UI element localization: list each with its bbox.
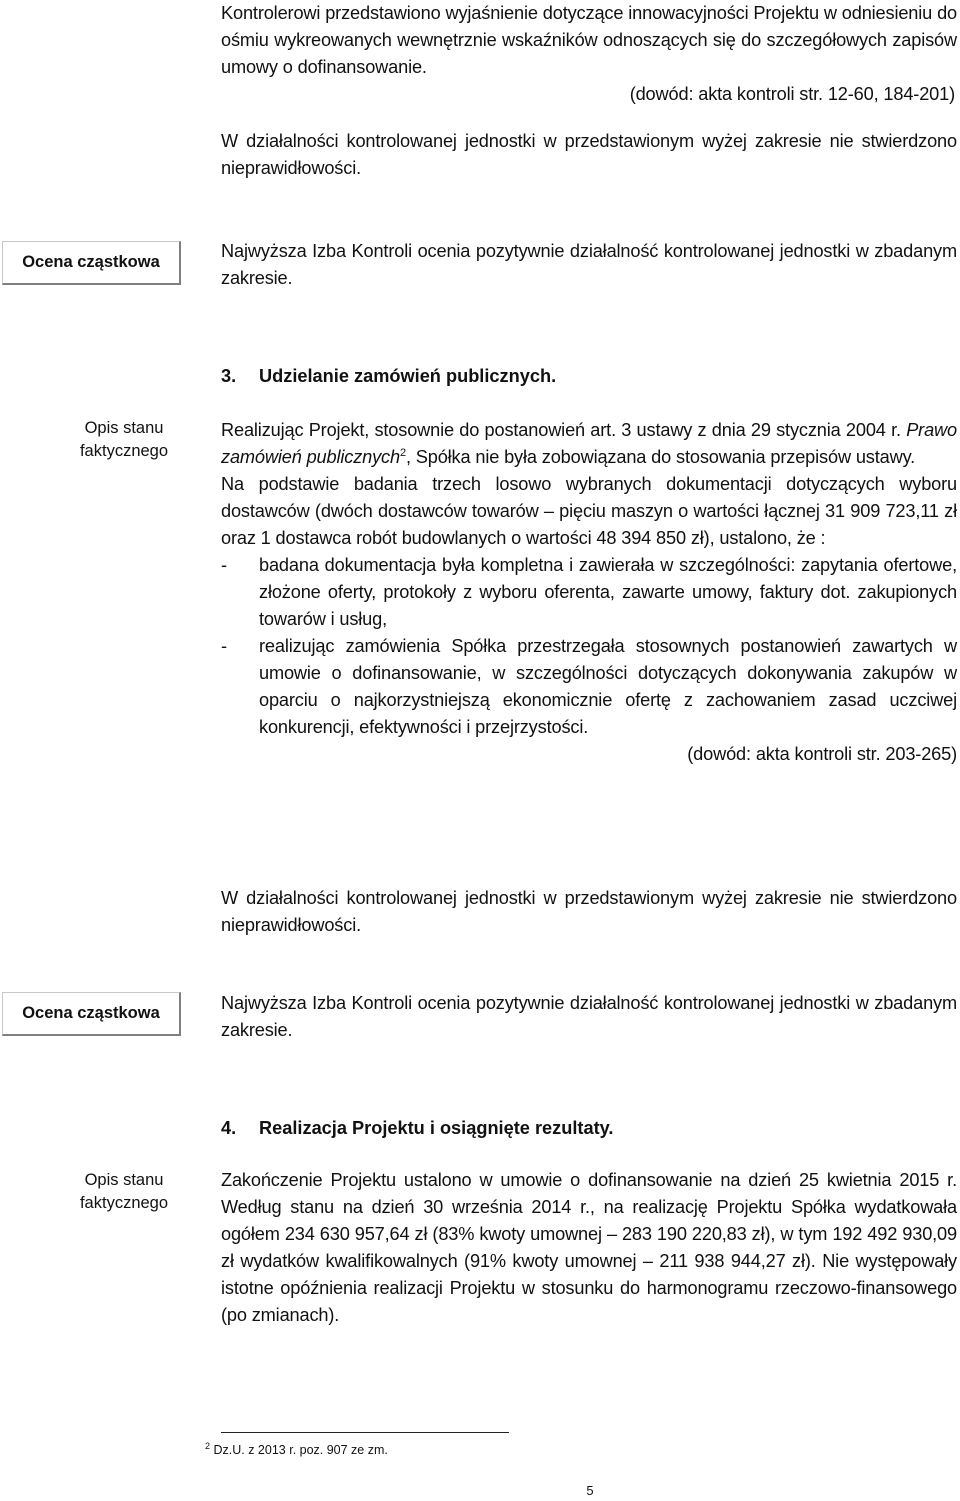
bullet-text: realizując zamówienia Spółka przestrzegała stosownych postanowień zawartych w umowie o dofinansowanie, w szczególności dotyczących dokonywania zakupów w oparciu o najkorzystniejszą ekonomicznie ofertę z zachowaniem zasad uczciwej konkurencji, efektywności i przejrzystości. xyxy=(259,636,957,737)
side-label-line: Opis stanu xyxy=(84,1171,164,1189)
analysis-paragraph: Na podstawie badania trzech losowo wybranych dokumentacji dotyczących wyboru dostawców (dwóch dostawców towarów – pięciu maszyn o wartości łącznej 31 909 723,11 zł oraz 1 dostawca robót budowlanych o wartości 48 394 850 zł), ustalono, że : xyxy=(221,474,957,548)
page-number: 5 xyxy=(586,1483,594,1498)
intro-paragraph: Kontrolerowi przedstawiono wyjaśnienie dotyczące innowacyjności Projektu w odniesieniu do ośmiu wykreowanych wewnętrznie wskaźników odnoszących się do szczegółowych zapisów umowy o dofinansowanie. xyxy=(221,3,957,77)
ocena-czastkowa-box: Ocena cząstkowa xyxy=(2,241,181,285)
section-title: Udzielanie zamówień publicznych. xyxy=(259,366,557,386)
bullet-text: badana dokumentacja była kompletna i zawierała w szczególności: zapytania ofertowe, złożone oferty, protokoły z wyboru oferenta, zawarte umowy, faktury dot. zakupionych towarów i usług, xyxy=(259,555,957,629)
footnote xyxy=(205,1442,388,1458)
side-label-line: faktycznego xyxy=(79,1194,169,1212)
footnote-ref: 2 xyxy=(399,446,406,459)
side-label-line: Opis stanu xyxy=(84,419,164,437)
no-irregularities-paragraph: W działalności kontrolowanej jednostki w przedstawionym wyżej zakresie nie stwierdzono nieprawidłowości. xyxy=(221,888,957,935)
footnote-separator xyxy=(221,1432,509,1433)
footnote-mark: 2 xyxy=(205,1440,211,1451)
no-irregularities-block xyxy=(221,885,957,939)
no-irregularities-paragraph: W działalności kontrolowanej jednostki w przedstawionym wyżej zakresie nie stwierdzono nieprawidłowości. xyxy=(221,131,957,178)
section-number: 4. xyxy=(221,1118,237,1138)
section-3-heading xyxy=(221,363,556,390)
section-3-body xyxy=(221,417,957,768)
law-title: Prawo zamówień publicznych xyxy=(221,420,957,467)
ocena-paragraph: Najwyższa Izba Kontroli ocenia pozytywnie działalność kontrolowanej jednostki w zbadanym zakresie. xyxy=(221,241,957,288)
side-label-line: faktycznego xyxy=(79,442,169,460)
pzp-paragraph xyxy=(221,417,957,471)
bullet-dash: - xyxy=(221,636,227,656)
section-4-body xyxy=(221,1167,957,1329)
evidence-note: (dowód: akta kontroli str. 203-265) xyxy=(687,744,957,764)
text-span: , Spółka nie była zobowiązana do stosowania przepisów ustawy. xyxy=(405,447,916,467)
section-4-heading xyxy=(221,1115,613,1142)
text-span: Realizując Projekt, stosownie do postanowień art. 3 ustawy z dnia 29 stycznia 2004 r. xyxy=(221,420,907,440)
list-item xyxy=(221,633,957,741)
opis-stanu-label xyxy=(60,417,188,463)
evidence-note: (dowód: akta kontroli str. 12-60, 184-201) xyxy=(629,84,955,104)
results-paragraph: Zakończenie Projektu ustalono w umowie o dofinansowanie na dzień 25 kwietnia 2015 r. Według stanu na dzień 30 września 2014 r., na realizację Projektu Spółka wydatkowała ogółem 234 630 957,64 zł (83% kwoty umownej – 283 190 220,83 zł), w tym 192 492 930,09 zł wydatków kwalifikowalnych (91% kwoty umownej – 211 938 944,27 zł). Nie występowały istotne opóźnienia realizacji Projektu w stosunku do harmonogramu rzeczowo-finansowego (po zmianach). xyxy=(221,1170,957,1325)
list-item xyxy=(221,552,957,633)
intro-block xyxy=(221,0,957,182)
ocena-text xyxy=(221,238,957,292)
section-number: 3. xyxy=(221,366,237,386)
footnote-text: Dz.U. z 2013 r. poz. 907 ze zm. xyxy=(210,1443,388,1457)
section-title: Realizacja Projektu i osiągnięte rezultaty. xyxy=(259,1118,614,1138)
opis-stanu-label xyxy=(60,1169,188,1215)
bullet-dash: - xyxy=(221,555,227,575)
ocena-paragraph: Najwyższa Izba Kontroli ocenia pozytywnie działalność kontrolowanej jednostki w zbadanym zakresie. xyxy=(221,993,957,1040)
ocena-czastkowa-box: Ocena cząstkowa xyxy=(2,992,181,1036)
ocena-text xyxy=(221,990,957,1044)
